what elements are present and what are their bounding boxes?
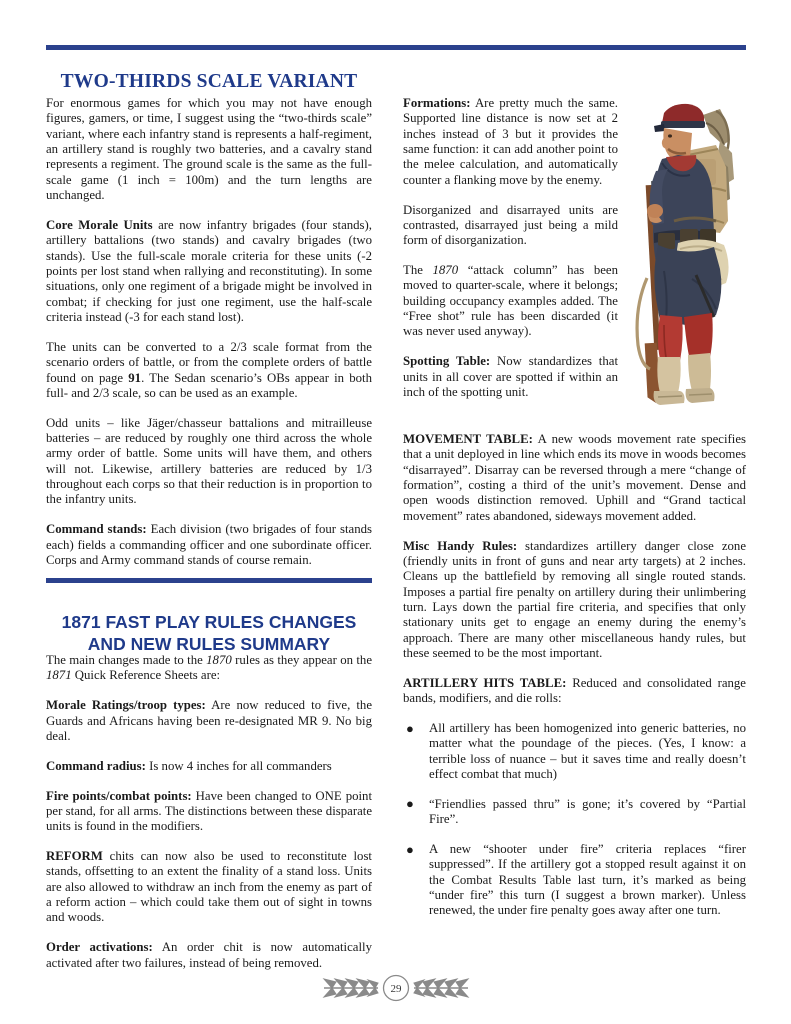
top-divider-rule — [46, 45, 746, 50]
paragraph-odd-units: Odd units – like Jäger/chasseur battalions and mitrailleuse batteries – are reduced by roughly one third across the whole army order of battle. Some units will have them, and others will not. Likewise, artillery batteries are reduced by 1/3 throughout each corps so that their reduction is in proportion to the infantry units. — [46, 415, 372, 507]
lead-in-artillery-hits-table: ARTILLERY HITS TABLE: — [403, 675, 567, 690]
lead-in-misc-handy-rules: Misc Handy Rules: — [403, 538, 518, 553]
lead-in-command-radius: Command radius: — [46, 758, 146, 773]
paragraph-spotting-table — [403, 354, 618, 400]
paragraph-main-changes — [46, 653, 372, 684]
paragraph-fire-points-body: Have been changed to ONE point per stand, for all arms. The distinctions between these disparate units is found in the modifiers. — [46, 788, 373, 834]
lead-in-morale-ratings: Morale Ratings/troop types: — [46, 698, 206, 713]
section-title-line-1: 1871 FAST PLAY RULES CHANGES — [61, 611, 357, 632]
paragraph-main-changes-b: rules as they appear on the — [231, 653, 372, 667]
paragraph-formations — [403, 96, 618, 188]
page-footer — [0, 966, 791, 1010]
paragraph-main-changes-c: Quick Reference Sheets are: — [71, 668, 221, 683]
emphasis-1870-attack-column: 1870 — [432, 263, 459, 278]
lead-in-reform: REFORM — [46, 849, 103, 864]
emphasis-1871: 1871 — [46, 668, 72, 683]
lead-in-order-activations: Order activations: — [46, 940, 153, 955]
paragraph-formations-body: Are pretty much the same. Supported line distance is now set at 2 inches instead of 3 but it provides the same function: it can add another point to the melee calculation, and automatically counter a flanking move by the enemy. — [403, 96, 618, 187]
page-number: 29 — [390, 983, 401, 995]
gaiters-and-boots — [654, 353, 715, 405]
paragraph-core-morale-units — [46, 218, 372, 325]
paragraph-main-changes-a: The main changes made to the — [46, 653, 207, 667]
paragraph-spotting-table-body: Now standardizes that units in all cover are spotted if within an inch of the spotting unit. — [403, 354, 618, 399]
page-title: TWO-THIRDS SCALE VARIANT — [60, 71, 358, 93]
paragraph-morale-ratings — [46, 698, 372, 744]
lead-in-movement-table: MOVEMENT TABLE: — [403, 432, 533, 446]
paragraph-movement-table — [403, 432, 746, 524]
paragraph-unit-conversion-a: The units can be converted to a 2/3 scale format from the scenario orders of battle, or from the complete orders of battle found on page — [46, 339, 372, 385]
paragraph-core-morale-units-body: are now infantry brigades (four stands), artillery battalions (two stands) and cavalry brigades (two stands). Use the full-scale morale criteria for these units (-2 points per lost stand when rallying and reconstituting). In some situations, only one regiment of a brigade might be involved in combat; if checking for just one regiment, use the half-scale criteria instead (-3 for each stand lost). — [46, 217, 372, 324]
paragraph-misc-handy-rules-body: standardizes artillery danger close zone (friendly units in front of guns and near arty targets) at 2 inches. Cleans up the battlefield by removing all single routed stands. Imposes a partial fire penalty on artillery during their unlimbering turn. Lays down the partial fire criteria, and specifies that only stationary units get to engage an enemy during the enemy’s approach. There are many other miscellaneous handy rules, but these seemed to be the most important. — [403, 538, 746, 660]
lead-in-spotting-table: Spotting Table: — [403, 354, 491, 369]
emphasis-1870: 1870 — [206, 653, 232, 667]
paragraph-order-activations-body: An order chit is now automatically activated after two failures, instead of being removed. — [46, 940, 372, 970]
paragraph-unit-conversion-b: . The Sedan scenario’s OBs appear in both full- and 2/3 scale, so can be used as an example. — [46, 370, 372, 400]
section-divider-rule — [46, 578, 372, 583]
paragraph-command-radius — [46, 759, 372, 774]
paragraph-misc-handy-rules — [403, 539, 746, 662]
paragraph-artillery-hits-table-body: Reduced and consolidated range bands, modifiers, and die rolls: — [403, 675, 746, 706]
paragraph-attack-column-b: “attack column” has been moved to quarter-scale, where it belongs; building occupancy examples added. The “Free shot” rule has been discarded (it was never used anyway). — [403, 263, 618, 339]
paragraph-reform-chits — [46, 849, 372, 926]
right-column-lower — [403, 432, 746, 919]
lead-in-core-morale-units: Core Morale Units — [46, 217, 153, 232]
lead-in-fire-points: Fire points/combat points: — [46, 788, 192, 803]
french-infantry-soldier-illustration — [628, 93, 756, 423]
bullet-point-icon: ● — [406, 796, 414, 812]
paragraph-unit-conversion — [46, 340, 372, 401]
left-column-lower — [46, 653, 372, 971]
page-reference-91: 91 — [128, 370, 142, 385]
artillery-rules-bullet-list — [403, 721, 746, 919]
soldier-figure-svg — [628, 93, 756, 423]
paragraph-intro: For enormous games for which you may not have enough figures, gamers, or time, I suggest using the “two-thirds scale” variant, where each infantry stand is represents a half-regiment, an artillery stand is roughly two batteries, and a cavalry stand represents a regiment. The ground scale is the same as the full-scale game (1 inch = 100m) and the turn lengths are unchanged. — [46, 96, 372, 203]
section-title-line-2: AND NEW RULES SUMMARY — [87, 633, 331, 654]
greatcoat-skirt — [654, 245, 721, 325]
paragraph-morale-ratings-body: Are now reduced to five, the Guards and Africans having been re-designated MR 9. No big deal. — [46, 698, 372, 743]
bullet-point-icon: ● — [406, 720, 414, 736]
list-item-text: A new “shooter under fire” criteria replaces “firer suppressed”. If the artillery got a stopped result against it on the Combat Results Table last turn, it’s marked as being “under fire” this turn (I suggest a brown marker). Unless renewed, the under fire penalty goes away after one turn. — [429, 842, 746, 918]
bullet-point-icon: ● — [406, 841, 414, 857]
left-column-upper — [46, 96, 372, 568]
list-item — [403, 797, 746, 828]
lead-in-formations: Formations: — [403, 96, 471, 110]
list-item-text: All artillery has been homogenized into generic batteries, no matter what the poundage of the pieces. (Yes, I know: a terrible loss of nuance – but it saves time and really doesn’t effect combat that much) — [429, 721, 746, 782]
section-title-1871-rules — [46, 611, 372, 655]
list-item — [403, 842, 746, 919]
right-column-upper — [403, 96, 618, 400]
paragraph-movement-table-body: A new woods movement rate specifies that a unit deployed in line which ends its move in woods becomes “disarrayed”. Disarray can be reversed through a mere “change of formation”, costing a third of the unit’s movement. Dense and open woods distinction removed. Uphill and “Grand tactical movement” rates abandoned, sideways movement added. — [403, 432, 746, 523]
paragraph-reform-chits-body: chits can now also be used to reconstitute lost stands, offsetting to an extent the finality of a stand loss. Units are also allowed to withdraw an inch from the enemy as part of a reform action – which could take them out of sight in towns and woods. — [46, 849, 372, 925]
paragraph-artillery-hits-table — [403, 676, 746, 707]
paragraph-command-radius-body: Is now 4 inches for all commanders — [145, 758, 332, 773]
paragraph-attack-column — [403, 263, 618, 340]
laurel-ornament-icon — [316, 966, 476, 1010]
list-item-text: “Friendlies passed thru” is gone; it’s covered by “Partial Fire”. — [429, 796, 746, 827]
list-item — [403, 721, 746, 782]
paragraph-attack-column-a: The — [403, 263, 433, 278]
lead-in-command-stands: Command stands: — [46, 522, 147, 537]
paragraph-command-stands — [46, 522, 372, 568]
paragraph-fire-points — [46, 789, 372, 835]
paragraph-disorganized: Disorganized and disarrayed units are contrasted, disarrayed just being a mild form of disorganization. — [403, 202, 618, 248]
paragraph-command-stands-body: Each division (two brigades of four stands each) fields a commanding officer and one subordinate officer. Corps and Army command stands of course remain. — [46, 522, 372, 567]
